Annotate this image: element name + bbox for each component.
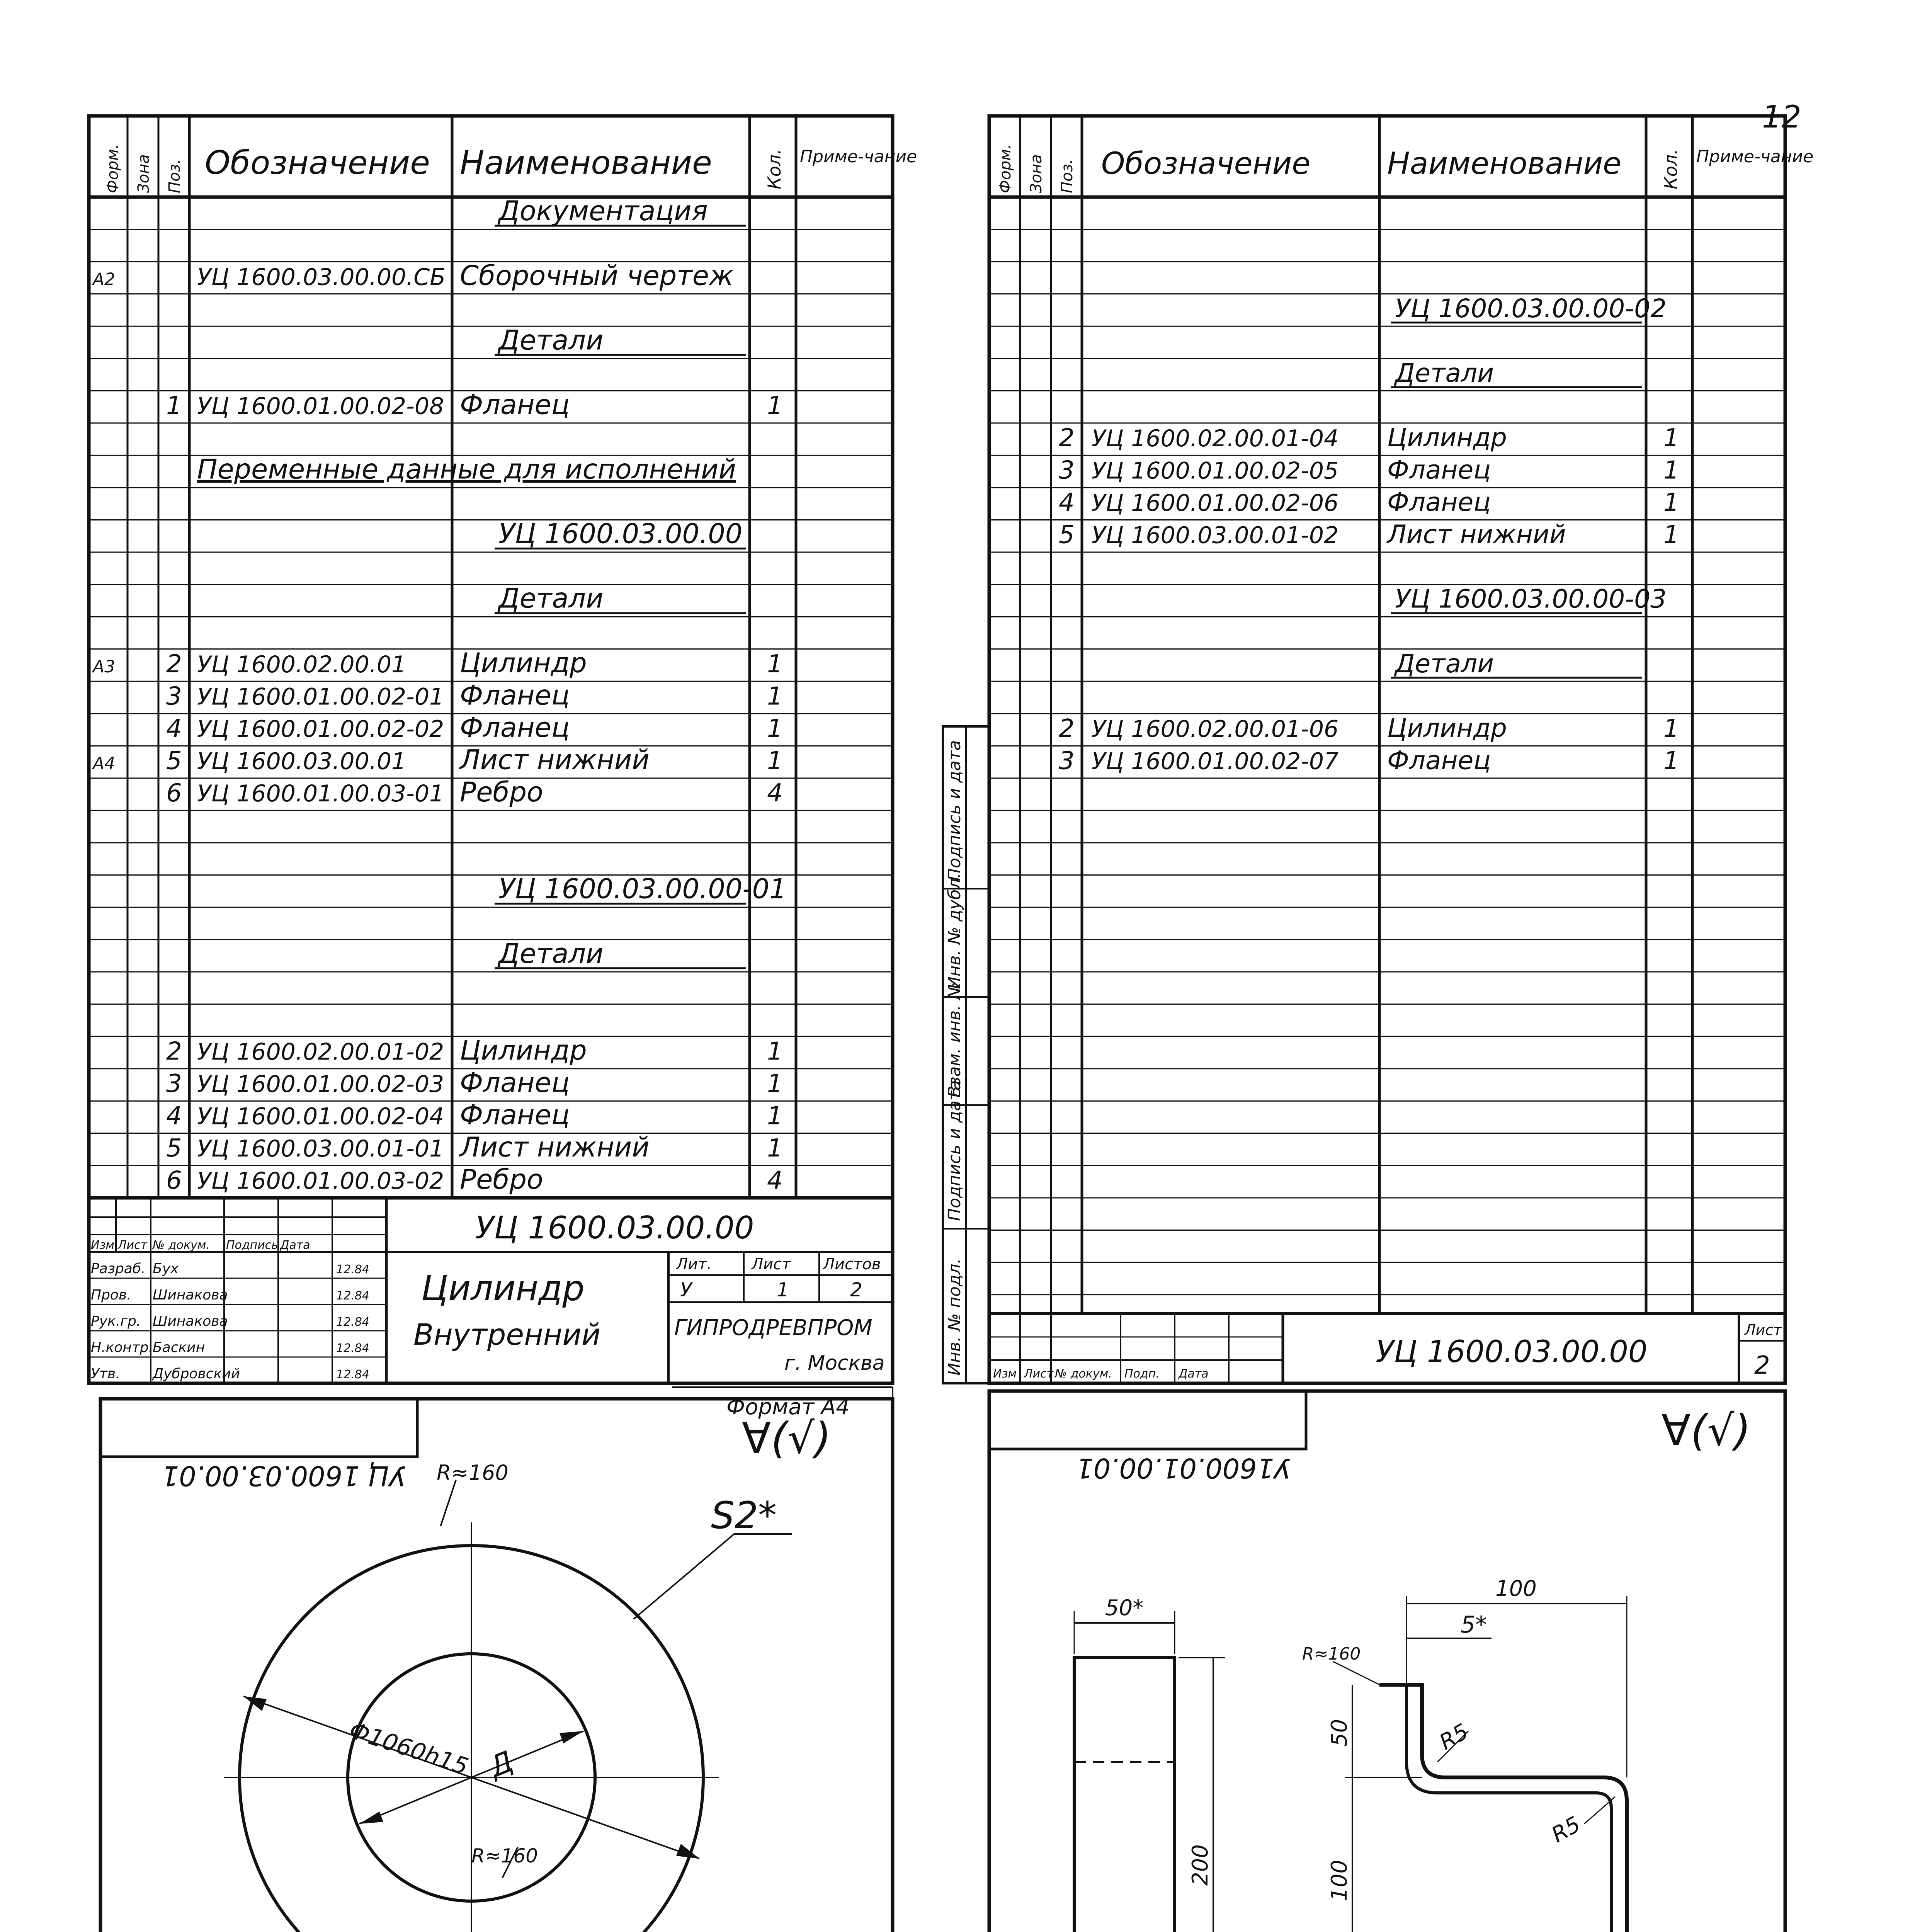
spec-left-sheet (89, 116, 917, 1420)
cell-designation: УЦ 1600.01.00.02-08 (197, 393, 444, 420)
spec-right-rows (989, 230, 1785, 1295)
stamp-head-doc: № докум. (153, 1238, 210, 1252)
stamp-date: 12.84 (336, 1263, 369, 1276)
side-strip (943, 726, 989, 1383)
cell-qty: 1 (767, 714, 783, 743)
stamp-role: Утв. (91, 1366, 120, 1382)
label-s: S2* (711, 1494, 777, 1537)
cell-qty: 1 (1663, 456, 1679, 485)
cell-name: УЦ 1600.03.00.00-03 (1395, 584, 1667, 614)
header-designation: Обозначение (1101, 146, 1311, 181)
cell-name: Лист нижний (460, 744, 650, 776)
header-zone: Зона (135, 154, 153, 193)
cell-designation: УЦ 1600.03.00.01 (197, 748, 406, 775)
cell-name: Детали (498, 582, 604, 614)
cell-designation: УЦ 1600.03.00.01-02 (1092, 522, 1339, 549)
cell-pos: 3 (166, 682, 182, 711)
cell-qty: 1 (767, 650, 783, 679)
cell-name: Фланец (1387, 487, 1491, 517)
cell-designation: УЦ 1600.01.00.03-01 (197, 780, 444, 808)
spec-left-rows (89, 195, 893, 1195)
side-label-vzam: Взам. инв. № (945, 982, 964, 1097)
stamp-name: Бух (153, 1261, 179, 1277)
cell-name: Фланец (1387, 745, 1491, 776)
stamp-code: УЦ 1600.03.00.00 (1376, 1335, 1648, 1369)
cell-name: Фланец (1387, 455, 1491, 485)
stamp-head-izm: Изм (91, 1238, 115, 1252)
cell-pos: 5 (1059, 520, 1075, 549)
spec-right-title-block (989, 1314, 1785, 1383)
cell-pos: 3 (1059, 456, 1075, 485)
stamp-head-list: Лист (118, 1238, 148, 1252)
stamp-code: УЦ 1600.03.00.00 (475, 1210, 754, 1246)
stamp-head-izm: Изм (993, 1367, 1017, 1381)
stamp-date: 12.84 (336, 1368, 369, 1381)
cell-pos: 3 (1059, 747, 1075, 776)
header-note: Приме-чание (1696, 147, 1814, 167)
side-label-sign: Подпись и дата (945, 1080, 964, 1221)
header-name: Наименование (460, 144, 712, 182)
cell-name: Лист нижний (1387, 519, 1566, 549)
stamp-city: г. Москва (784, 1352, 885, 1375)
cell-pos: 2 (1059, 714, 1075, 743)
stamp-role: Рук.гр. (91, 1313, 141, 1329)
cell-qty: 1 (1663, 423, 1679, 452)
stamp-head-date: Дата (1179, 1367, 1209, 1381)
format-label: Формат А4 (726, 1395, 850, 1420)
mirrored-code: У1600.01.00.01 (1076, 1452, 1291, 1484)
label-r5-b: R5 (1547, 1811, 1585, 1848)
dim-50-width: 50* (1105, 1595, 1144, 1621)
spec-right-sheet (943, 116, 1813, 1383)
stamp-date: 12.84 (336, 1289, 369, 1303)
ring-drawing (224, 1461, 792, 1932)
dim-50-vert: 50 (1327, 1719, 1352, 1747)
label-d: Д (485, 1745, 518, 1784)
cell-qty: 1 (767, 391, 783, 420)
stamp-title-2: Внутренний (413, 1317, 601, 1352)
header-designation: Обозначение (205, 144, 430, 182)
header-name: Наименование (1387, 146, 1622, 181)
bracket-front-view (1074, 1595, 1225, 1932)
cell-name: Детали (498, 937, 604, 969)
header-qty: Кол. (764, 149, 785, 189)
side-label-dubl: Инв. № дубл. (945, 872, 964, 989)
page-number: 12 (1762, 99, 1801, 135)
cell-qty: 1 (767, 747, 783, 776)
cell-qty: 1 (767, 1069, 783, 1098)
stamp-sheets: 2 (850, 1279, 862, 1301)
stamp-date: 12.84 (336, 1315, 369, 1329)
cell-designation: УЦ 1600.02.00.01-02 (197, 1038, 444, 1066)
cell-pos: 3 (166, 1069, 182, 1098)
cell-qty: 1 (767, 682, 783, 711)
stamp-name: Шинакова (153, 1287, 228, 1303)
cell-qty: 4 (767, 779, 783, 808)
stamp-lit-head: Лит. (676, 1255, 712, 1273)
cell-designation: УЦ 1600.03.00.01-01 (197, 1135, 444, 1163)
cell-name: Ребро (460, 1163, 543, 1196)
stamp-head-sign: Подпись (226, 1238, 278, 1252)
cell-qty: 1 (1663, 747, 1679, 776)
cell-pos: 2 (166, 650, 182, 679)
cell-name: УЦ 1600.03.00.00-02 (1395, 293, 1667, 323)
cell-name: Фланец (460, 389, 570, 421)
cell-name: Фланец (460, 711, 570, 743)
cell-pos: 5 (166, 1134, 182, 1163)
cell-designation: УЦ 1600.02.00.01-04 (1092, 425, 1339, 452)
cell-name: Сборочный чертеж (460, 260, 734, 292)
header-pos: Поз. (166, 159, 184, 193)
cell-designation: УЦ 1600.02.00.01 (197, 651, 406, 678)
cell-pos: 4 (166, 714, 182, 743)
dim-100-vert: 100 (1327, 1860, 1352, 1901)
stamp-sheet-head: Лист (1745, 1321, 1782, 1338)
stamp-role: Н.контр. (91, 1340, 153, 1355)
cell-name: Цилиндр (460, 647, 587, 679)
label-r-top: R≈160 (437, 1461, 509, 1485)
cell-name: Детали (498, 324, 604, 356)
cell-name: Фланец (460, 679, 570, 711)
roughness-sign: ∀(√) (742, 1413, 832, 1463)
cell-name: Ребро (460, 776, 543, 808)
label-diam: Ф1060h15 (346, 1716, 472, 1781)
header-note: Приме-чание (800, 147, 917, 167)
cell-name: Цилиндр (1387, 713, 1507, 743)
cell-name: Лист нижний (460, 1131, 650, 1163)
stamp-sheet: 1 (777, 1279, 789, 1301)
label-r-center: R≈160 (471, 1845, 538, 1867)
stamp-sheet-head: Лист (752, 1255, 791, 1273)
cell-designation: УЦ 1600.02.00.01-06 (1092, 715, 1339, 743)
cell-pos: 2 (166, 1037, 182, 1066)
cell-name: УЦ 1600.03.00.00 (498, 518, 743, 550)
mirrored-code: УЦ 1600.03.00.01 (162, 1460, 406, 1492)
stamp-name: Баскин (153, 1340, 205, 1355)
label-r5-a: R5 (1435, 1719, 1473, 1755)
header-qty: Кол. (1660, 149, 1681, 189)
stamp-head-list: Лист (1024, 1367, 1054, 1381)
cell-pos: 4 (1059, 488, 1075, 517)
label-r-top: R≈160 (1302, 1644, 1361, 1664)
cell-qty: 1 (767, 1134, 783, 1163)
cell-name: Цилиндр (1387, 422, 1507, 452)
stamp-head-sign: Подп. (1124, 1367, 1160, 1381)
cell-pos: 2 (1059, 423, 1075, 452)
cell-name: Детали (1395, 648, 1494, 679)
cell-name: Фланец (460, 1066, 570, 1099)
cell-qty: 1 (767, 1037, 783, 1066)
cell-name: УЦ 1600.03.00.00-01 (498, 873, 787, 905)
cell-designation: УЦ 1600.01.00.02-04 (197, 1103, 444, 1130)
header-format: Форм. (104, 144, 122, 193)
dim-100-top: 100 (1495, 1576, 1537, 1601)
header-zone: Зона (1027, 154, 1045, 193)
dim-5: 5* (1461, 1611, 1487, 1638)
bracket-sheet (943, 1391, 1785, 1932)
cell-format: А2 (93, 269, 116, 289)
cell-designation: УЦ 1600.01.00.02-06 (1092, 490, 1339, 517)
stamp-name: Дубровский (153, 1366, 240, 1382)
side-label-sign2: Подпись и дата (945, 740, 964, 881)
cell-pos: 4 (166, 1102, 182, 1131)
cell-designation: УЦ 1600.01.00.02-02 (197, 715, 444, 743)
cell-name: Документация (498, 195, 708, 227)
cell-designation: УЦ 1600.01.00.02-03 (197, 1070, 444, 1098)
cell-format: А3 (93, 656, 116, 677)
spec-left-title-block (89, 1198, 893, 1383)
stamp-role: Разраб. (91, 1261, 146, 1277)
cell-name: Цилиндр (460, 1034, 587, 1066)
header-pos: Поз. (1058, 159, 1076, 193)
stamp-name: Шинакова (153, 1313, 228, 1329)
stamp-role: Пров. (91, 1287, 131, 1303)
stamp-head-date: Дата (280, 1238, 310, 1252)
stamp-org: ГИПРОДРЕВПРОМ (674, 1315, 872, 1340)
cell-designation: УЦ 1600.03.00.00.СБ (197, 264, 446, 291)
cell-pos: 5 (166, 747, 182, 776)
cell-pos: 1 (166, 391, 182, 420)
cell-designation: УЦ 1600.01.00.02-07 (1092, 748, 1339, 775)
stamp-sheets-head: Листов (823, 1255, 881, 1273)
stamp-title-1: Цилиндр (421, 1268, 585, 1309)
cell-qty: 1 (767, 1102, 783, 1131)
cell-designation: Переменные данные для исполнений (197, 453, 736, 485)
cell-qty: 4 (767, 1166, 783, 1195)
dim-200: 200 (1188, 1844, 1213, 1886)
cell-pos: 6 (166, 779, 182, 808)
cell-qty: 1 (1663, 488, 1679, 517)
header-format: Форм. (997, 144, 1014, 193)
cell-designation: УЦ 1600.01.00.02-05 (1092, 457, 1339, 485)
stamp-date: 12.84 (336, 1342, 369, 1355)
cell-designation: УЦ 1600.01.00.03-02 (197, 1167, 444, 1195)
stamp-lit: У (680, 1279, 692, 1301)
stamp-roles (91, 1261, 369, 1382)
cell-format: А4 (93, 753, 116, 774)
cell-designation: УЦ 1600.01.00.02-01 (197, 683, 444, 711)
roughness-sign: ∀(√) (1662, 1406, 1751, 1455)
stamp-sheet: 2 (1754, 1351, 1770, 1380)
stamp-head-doc: № докум. (1055, 1367, 1112, 1381)
cell-name: Фланец (460, 1099, 570, 1131)
cell-qty: 1 (1663, 714, 1679, 743)
plate-sheet (73, 1387, 893, 1932)
side-label-inv: Инв. № подл. (945, 1258, 964, 1376)
cell-name: Детали (1395, 358, 1494, 388)
bracket-profile (1302, 1576, 1627, 1932)
cell-pos: 6 (166, 1166, 182, 1195)
cell-qty: 1 (1663, 520, 1679, 549)
